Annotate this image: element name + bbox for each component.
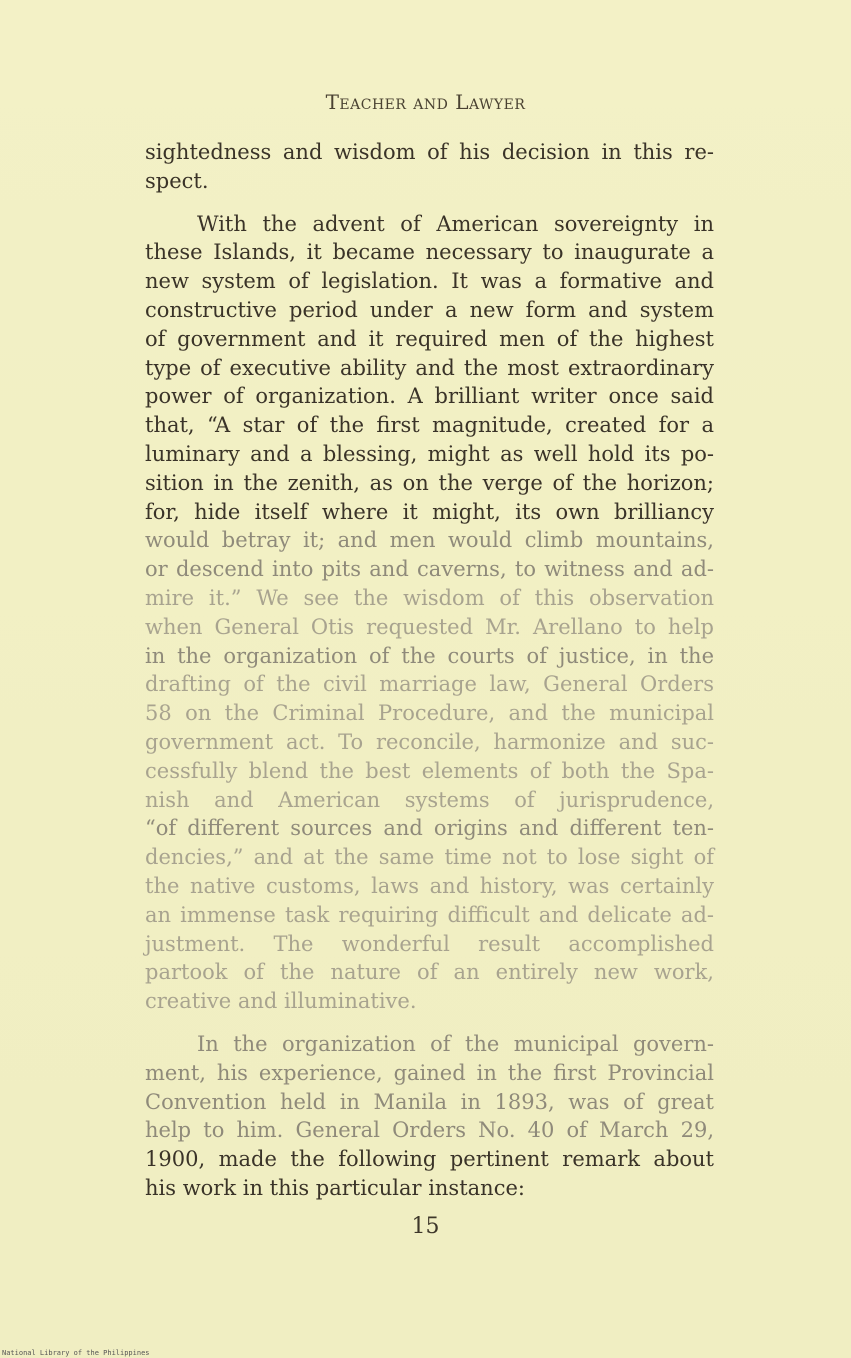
text-line: of government and it required men of the highest [145,326,714,351]
text-line: justment. The wonderful result accomplished [145,931,714,956]
running-head: Teacher and Lawyer [325,90,526,114]
text-line: In the organization of the municipal govern- [197,1031,714,1056]
text-line: ment, his experience, gained in the first Provincial [145,1060,714,1085]
text-line: 58 on the Criminal Procedure, and the municipal [145,701,714,726]
text-line: for, hide itself where it might, its own brilliancy [145,499,714,524]
text-line: nish and American systems of jurisprudence, [145,787,714,812]
text-line: creative and illuminative. [145,989,417,1014]
text-line: his work in this particular instance: [145,1175,525,1200]
text-line: constructive period under a new form and system [145,297,714,322]
text-line: drafting of the civil marriage law, General Orders [145,672,714,697]
text-line: 1900, made the following pertinent remark about [145,1147,714,1172]
text-line: cessfully blend the best elements of both the Spa- [145,758,714,783]
paragraph-1 [145,138,714,196]
text-line: the native customs, laws and history, was certainly [145,873,714,898]
text-line: would betray it; and men would climb mountains, [145,528,714,553]
text-line: sition in the zenith, as on the verge of the horizon; [145,470,714,495]
text-line: an immense task requiring difficult and delicate ad- [145,902,714,927]
text-line: type of executive ability and the most extraordinary [145,355,714,380]
text-line: new system of legislation. It was a formative and [145,269,714,294]
text-line: when General Otis requested Mr. Arellano to help [145,614,714,639]
text-line: luminary and a blessing, might as well hold its po- [145,441,714,466]
text-line: spect. [145,168,209,193]
paragraph-3 [145,1030,714,1203]
text-line: Convention held in Manila in 1893, was of great [145,1089,714,1114]
text-line: these Islands, it became necessary to inaugurate a [145,240,714,265]
text-line: power of organization. A brilliant writer once said [145,384,714,409]
body-text [145,138,714,1203]
text-line: government act. To reconcile, harmonize and suc- [145,729,714,754]
text-line: mire it.” We see the wisdom of this observation [145,585,714,610]
text-line: “of different sources and origins and different ten- [145,816,714,841]
text-line: help to him. General Orders No. 40 of March 29, [145,1118,714,1143]
text-line: dencies,” and at the same time not to lose sight of [145,845,714,870]
paragraph-2 [145,210,714,1016]
text-line: in the organization of the courts of justice, in the [145,643,714,668]
text-line: With the advent of American sovereignty in [197,211,714,236]
text-line: or descend into pits and caverns, to witness and ad- [145,557,714,582]
text-line: partook of the nature of an entirely new work, [145,960,714,985]
library-credit: National Library of the Philippines [2,1349,150,1357]
text-line: that, “A star of the first magnitude, created for a [145,413,714,438]
text-line: sightedness and wisdom of his decision in this re- [145,140,714,164]
page-number: 15 [411,1214,440,1239]
